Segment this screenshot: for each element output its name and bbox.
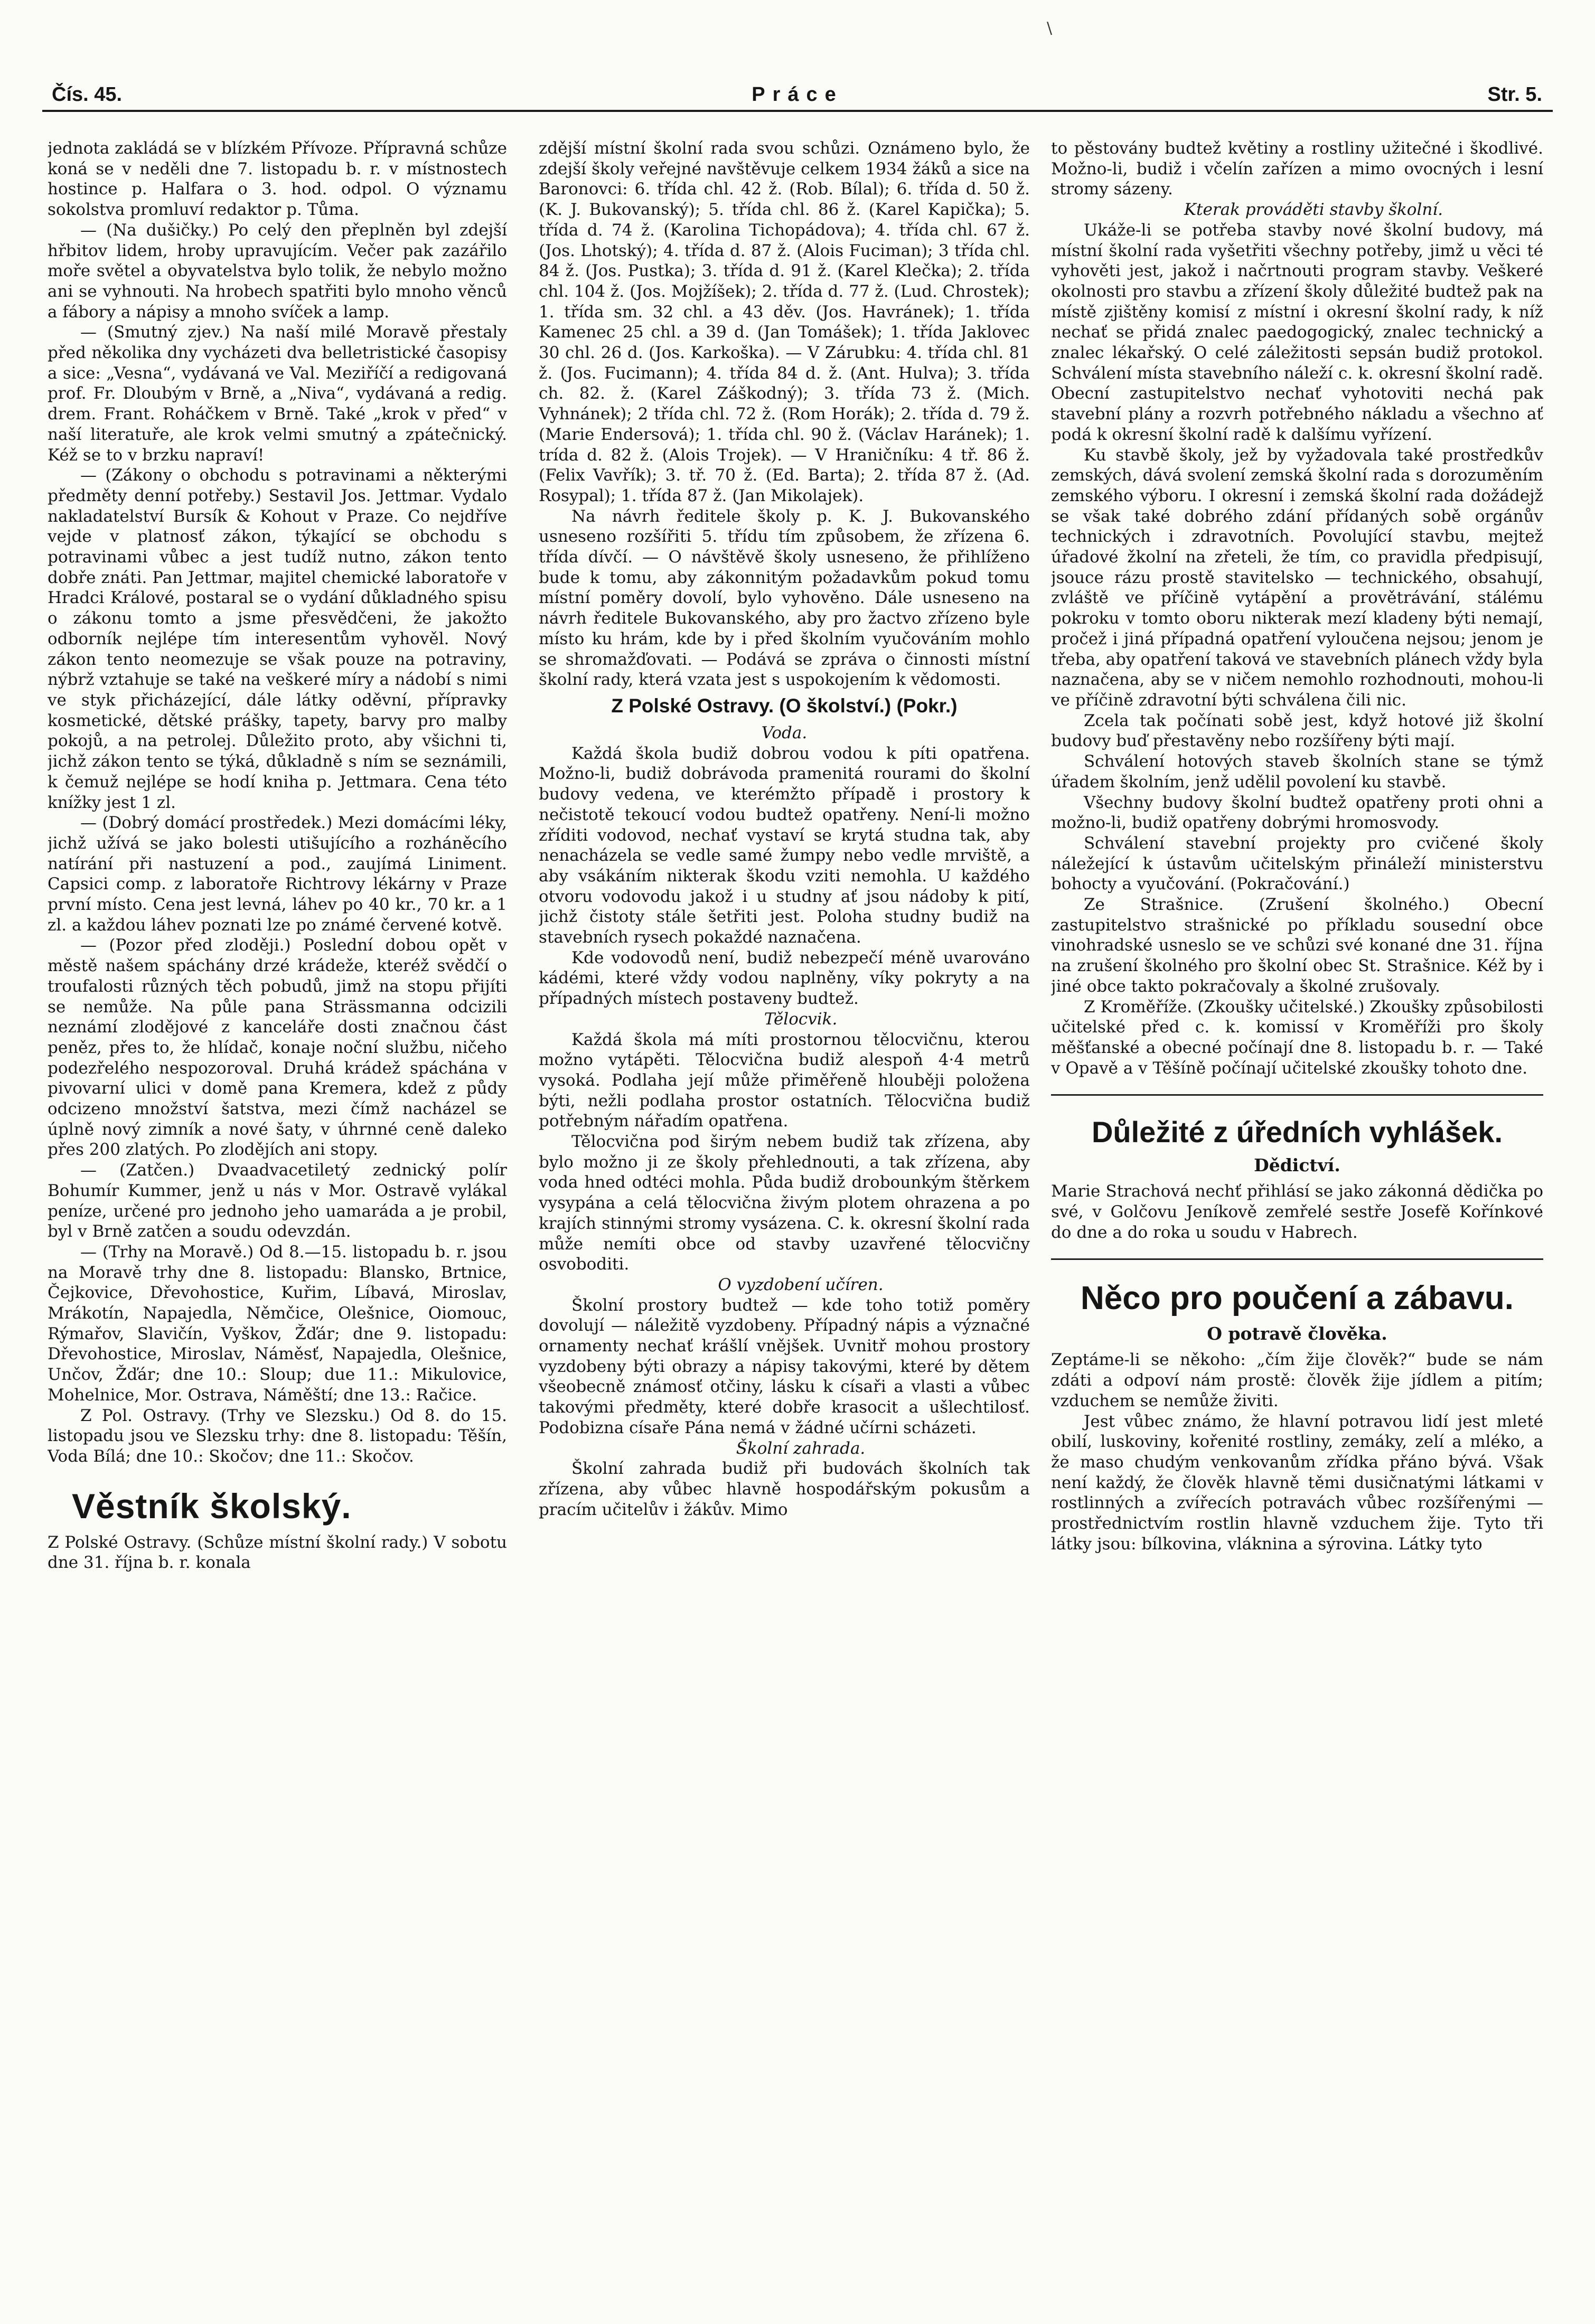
paragraph: Na návrh ředitele školy p. K. J. Bukovanského usneseno rozšířiti 5. třídu tím způsobem, že zřízena 6. třída dívčí. — O návštěvě školy usneseno, že přihlíženo bude k tomu, aby zákonnitým požadavkům pokud tomu místní poměry dovolí, bylo vyhověno. Dále usneseno na návrh ředitele Bukovanského, aby pro žactvo zřízeno byle místo ku hrám, kde by i před školním vyučováním mohlo se shromažďovati. — Podává se zpráva o činnosti místní školní rady, která vzata jest s uspokojením k vědomosti. [539,506,1030,690]
notices-box [1051,1094,1543,1243]
topic-title: Tělocvik. [764,1009,838,1029]
paragraph: — (Trhy na Moravě.) Od 8.—15. listopadu b. r. jsou na Moravě trhy dne 8. listopadu: Blansko, Brtnice, Čejkovice, Dřevohostice, Kuřim, Líbavá, Miroslav, Mrákotín, Napajedla, Němčice, Olešnice, Oiomouc, Rýmařov, Slavičín, Vyškov, Žďár; dne 9. listopadu: Dřevohostice, Miroslav, Náměsť, Napajedla, Olešnice, Unčov, Žďár; dne 10.: Sloup; due 11.: Mikulovice, Mohelnice, Mor. Ostrava, Náměští; dne 13.: Račice. [48,1242,507,1405]
paragraph: Zeptáme-li se někoho: „čím žije člověk?“ bude se nám zdáti a odpoví nám prostě: člověk žije jídlem a pitím; vzduchem se nemůže živiti. [1051,1350,1543,1410]
paragraph: Ku stavbě školy, jež by vyžadovala také prostředkův zemských, dává svolení zemská školní rada s dorozuměním zemského výboru. I okresní i zemská školní rada dožádejž se však také dobrého zdání přídaných sobě orgánův technických i zdravotních. Povolující stavbu, mejtež úřadové žkolní na zřeteli, že tím, co pravidla předpisují, jsouce rázu prostě stavitelsko — technického, obsahují, zvláště ve příčině vytápění a provětrávání, stálému pokroku v tomto oboru nikterak mezí kladeny býti nemají, pročež i jiná případná opatření vyloučena nejsou; jenom je třeba, aby opatření taková ve stavebních plánech vždy byla naznačena, aby se v ničem nemohlo rozhodnouti, mohou-li ve příčině zdravotní býti schválena čili nic. [1051,445,1543,710]
paragraph: Z Kroměříže. (Zkoušky učitelské.) Zkoušky způsobilosti učitelské před c. k. komissí v Kroměříži pro školy měšťanské a obecné počínají dne 8. listopadu b. r. — Také v Opavě a v Těšíně počínají učitelské zkoušky tohoto dne. [1051,997,1543,1078]
paragraph: Jest vůbec známo, že hlavní potravou lidí jest mleté obilí, luskoviny, kořenité rostliny, zemáky, zelí a mléko, a že maso chudým venkovanům zřídka přáno bývá. Však není každý, že člověk hlavně těmi dusičnatými látkami v rostlinných a zvířecích potravách vůbec rozšířenými — prostřednictvím rostlin hlavně vzduchem žije. Tyto tři látky jsou: bílkovina, vláknina a sýrovina. Látky tyto [1051,1412,1543,1554]
page-header [42,83,1553,110]
issue-number: Čís. 45. [52,83,123,106]
paragraph: Schválení hotových staveb školních stane se týmž úřadem školním, jenž udělil povolení ku stavbě. [1051,752,1543,792]
education-subheading: O potravě člověka. [1207,1323,1387,1344]
paragraph: Ukáže-li se potřeba stavby nové školní budovy, má místní školní rada vyšetřiti všechny potřeby, jimž u věci té vyhověti jest, jakož i načrtnouti program stavby. Veškeré okolnosti pro stavbu a zřízení školy důležité budtež pak na místě zjištěny komisí z místní i okresní školní rady, k níž nechať se přidá znalec paedogogický, znalec technický a znalec lékařský. O celé záležitosti sepsán budiž protokol. Schválení místa stavebního náleží c. k. okresní školní radě. Obecní zastupitelstvo nechať vyhotoviti nechá pak stavební plány a rozvrh potřebného nákladu a všechno ať podá k okresní školní radě k dalšímu vyřízení. [1051,220,1543,444]
corner-mark: \ [1047,19,1053,37]
paragraph: Schválení stavební projekty pro cvičené školy náležející k ústavům učitelským přináleží ministerstvu bohocty a vyučování. (Pokračování.) [1051,833,1543,894]
paragraph: — (Pozor před zloději.) Poslední dobou opět v městě našem spáchány drzé krádeže, kteréž svědčí o troufalosti různých těch pobudů, jimž na stopu přijíti se nemůže. Na půle pana Strässmanna odcizili neznámí zlodějové z kanceláře dosti značnou část peněz, přes to, že hlídač, konaje noční službu, ničeho podezřelého nespozoroval. Druhá krádež spáchána v pivovarní ulici v domě pana Kremera, kdež z půdy odcizeno množství šatstva, mezi čímž nacházel se úplně nový zimník a nové šaty, v úhrnné ceně daleko přes 200 zlatých. Po zlodějích ani stopy. [48,936,507,1160]
column-3 [1051,138,1543,1627]
topic-title: O vyzdobení učíren. [718,1275,884,1294]
paragraph: — (Zatčen.) Dvaadvacetiletý zednický polír Bohumír Kummer, jenž u nás v Mor. Ostravě vylákal peníze, určené pro jednoho jeho uamaráda a je probil, byl v Brně zatčen a soudu odevzdán. [48,1161,507,1241]
page-number: Str. 5. [1487,83,1542,106]
paragraph: Školní prostory budtež — kde toho totiž poměry dovolují — náležitě vyzdobeny. Případný nápis a význačné ornamenty nechať krášlí vnějšek. Uvnitř mohou prostory vyzdobeny býti obrazy a nápisy takovými, které by dětem všeobecně známosť otčiny, lásku k císaři a vlasti a vůbec takovými předměty, které dobře krasocit a ušlechtilosť. Podobizna císaře Pána nemá v žádné učírni scházeti. [539,1295,1030,1437]
paragraph: — (Smutný zjev.) Na naší milé Moravě přestaly před několika dny vycházeti dva belletristické časopisy a sice: „Vesna“, vydávaná ve Val. Meziříčí a redigovaná prof. Fr. Dloubým v Brně, a „Niva“, vydávaná a redig. drem. Frant. Roháčkem v Brně. Také „krok v před“ v naší literatuře, ale krok velmi smutný a zpátečnický. Kéž se to v brzku napraví! [48,323,507,465]
paragraph: — (Na dušičky.) Po celý den přeplněn byl zdejší hřbitov lidem, hroby upravujícím. Večer pak zazářilo moře světel a obyvatelstva bylo tolik, že nebylo možno ani se vyhnouti. Na hrobech spatřiti bylo mnoho věnců a fábory a nápisy a mnoho svíček a lamp. [48,220,507,322]
paragraph: zdější místní školní rada svou schůzi. Oznámeno bylo, že zdejší školy veřejné navštěvuje celkem 1934 žáků a sice na Baronovci: 6. třída chl. 42 ž. (Rob. Bílal); 6. třída d. 50 ž. (K. J. Bukovanský); 5. třída chl. 86 ž. (Karel Kapička); 5. třída d. 74 ž. (Karolina Tichopádova); 4. třída chl. 67 ž. (Jos. Lhotský); 4. třída d. 87 ž. (Alois Fuciman); 3 třída chl. 84 ž. (Jos. Pustka); 3. třída d. 91 ž. (Karel Klečka); 2. třída chl. 104 ž. (Jos. Mojžíšek); 2. třída d. 77 ž. (Lud. Chrostek); 1. třída sm. 32 chl. a 43 děv. (Jos. Havránek); 1. třída Kamenec 25 chl. a 39 d. (Jan Tomášek); 1. třída Jaklovec 30 chl. 26 d. (Jos. Karkoška). — V Zárubku: 4. třída chl. 81 ž. (Jos. Fucimann); 4. třída 84 d. ž. (Ant. Hulva); 3. třída ch. 82. ž. (Karel Záškodný); 3. třída 73 ž. (Mich. Vyhnánek); 2 třída chl. 72 ž. (Rom Horák); 2. třída d. 79 ž. (Marie Endersová); 1. třída chl. 90 ž. (Václav Haránek); 1. trída d. 82 ž. (Alois Trojek). — V Hraničníku: 4 tř. 86 ž. (Felix Vavřík); 3. tř. 70 ž. (Ed. Barta); 2. třída 87 ž. (Ad. Rosypal); 1. třída 87 ž. (Jan Mikolajek). [539,139,1030,505]
paragraph: Z Polské Ostravy. (Schůze místní školní rady.) V sobotu dne 31. října b. r. konala [48,1532,507,1573]
paragraph: Kde vodovodů není, budiž nebezpečí méně uvarováno kádémi, které vždy vodou naplněny, víky pokryty a na případných místech postaveny budtež. [539,948,1030,1009]
topic-title: Školní zahrada. [736,1438,866,1458]
paragraph: Marie Strachová nechť přihlásí se jako zákonná dědička po své, v Golčovu Jeníkově zemřelé sestře Josefě Kořínkové do dne a do roka u soudu v Habrech. [1051,1182,1543,1242]
section-heading-vestnik-skolsky: Věstník školský. [72,1486,352,1526]
paragraph: jednota zakládá se v blízkém Přívoze. Přípravná schůze koná se v neděli dne 7. listopadu b. r. v místnostech hostince p. Halfara o 3. hod. odpol. O významu sokolstva promluví redaktor p. Tůma. [48,139,507,220]
paragraph: — (Zákony o obchodu s potravinami a některými předměty denní potřeby.) Sestavil Jos. Jettmar. Vydalo nakladatelství Bursík & Kohout v Praze. Co nejdříve vejde v platnosť zákon, týkající se obchodu s potravinami vůbec a jest tudíž nutno, zákon tento dobře znáti. Pan Jettmar, majitel chemické laboratoře v Hradci Králové, postaral se o vydání důkladného spisu o zákonu tomto a jsme přesvědčeni, že jakožto odborník nejlépe tím interesentům vyhověl. Nový zákon tento neomezuje se však pouze na potraviny, nýbrž vztahuje se také na veškeré míry a nádobí s nimi ve styk přicházející, dále látky oděvní, přípravky kosmetické, dětské prášky, tapety, barvy pro malby pokojů, a na petrolej. Důležito proto, aby všichni ti, jichž zákon tento se týká, důkladně s ním se seznámili, k čemuž nejlépe se hodí kniha p. Jettmara. Cena této knížky jest 1 zl. [48,466,507,812]
education-heading: Něco pro poučení a zábavu. [1081,1280,1514,1317]
subsection-heading: Z Polské Ostravy. (O školství.) (Pokr.) [611,694,958,717]
column-2 [539,138,1030,2224]
topic-title: Voda. [761,723,808,742]
newspaper-title: Práce [752,83,843,106]
paragraph: Každá škola má míti prostornou tělocvičnu, kterou možno vytápěti. Tělocvična budiž alespoň 4·4 metrů vysoká. Podlaha její může přiměřeně hlouběji položena býti, nežli podlaha prostor ostatních. Tělocvična budiž potřebným nářadím opatřena. [539,1030,1030,1131]
header-rule [42,110,1553,112]
paragraph: Školní zahrada budiž při budovách školních tak zřízena, aby vůbec hlavně hospodářským pokusům a pracím učitelův i žákův. Mimo [539,1459,1030,1519]
paragraph: Každá škola budiž dobrou vodou k píti opatřena. Možno-li, budiž dobrávoda pramenitá rourami do školní budovy vedena, ve kterémžto případě i prostory k nečistotě tekoucí vodou budtež opatřeny. Není-li možno zříditi vodovod, nechať vystaví se krytá studna tak, aby nenacházela se vedle samé žumpy nebo vedle mrviště, a aby vsákáním nikterak škodu vziti nemohla. U každého otvoru vodovodu jakož i u studny ať jsou nádoby k pití, jichž čistoty stále šetřiti jest. Poloha studny budiž na stavebních rysech pokaždé naznačena. [539,744,1030,947]
paragraph: Ze Strašnice. (Zrušení školného.) Obecní zastupitelstvo strašnické po příkladu sousední obce vinohradské usneslo se ve schůzi své konané dne 31. října na zrušení školného pro školní obec St. Strašnice. Kéž by i jiné obce takto pokračovaly a školné zrušovaly. [1051,895,1543,996]
notices-subheading: Dědictví. [1254,1155,1340,1176]
paragraph: Z Pol. Ostravy. (Trhy ve Slezsku.) Od 8. do 15. listopadu jsou ve Slezsku trhy: dne 8. listopadu: Těšín, Voda Bílá; dne 10.: Skočov; dne 11.: Skočov. [48,1406,507,1466]
column-1 [48,138,507,2282]
paragraph: to pěstovány budtež květiny a rostliny užitečné i škodlivé. Možno-li, budiž i včelín zařízen a mimo ovocných i lesní stromy sázeny. [1051,139,1543,199]
paragraph: Tělocvična pod širým nebem budiž tak zřízena, aby bylo možno ji ze školy přehlednouti, a tak zřízena, aby voda hned odtéci mohla. Půda budiž drobounkým štěrkem vysypána a celá tělocvična živým plotem ohrazena a po krajích stinnými stromy vysázena. C. k. okresní školní rada může nemíti obce od stavby uzavřené tělocvičny osvoboditi. [539,1132,1030,1274]
education-box [1051,1258,1543,1554]
notices-heading: Důležité z úředních vyhlášek. [1091,1115,1503,1149]
paragraph: Zcela tak počínati sobě jest, když hotové již školní budovy buď přestavěny nebo rozšířeny býti mají. [1051,711,1543,751]
topic-title: Kterak prováděti stavby školní. [1184,200,1443,220]
paragraph: — (Dobrý domácí prostředek.) Mezi domácími léky, jichž užívá se jako bolesti utišujícího a rozháněcího natírání při nastuzení a pod., zaujímá Liniment. Capsici comp. z laboratoře Richtrovy lékárny v Praze první místo. Cena jest levná, láhev po 40 kr., 70 kr. a 1 zl. a každou láhev poznati lze po známé červené kotvě. [48,813,507,935]
paragraph: Všechny budovy školní budtež opatřeny proti ohni a možno-li, budiž opatřeny dobrými hromosvody. [1051,793,1543,833]
